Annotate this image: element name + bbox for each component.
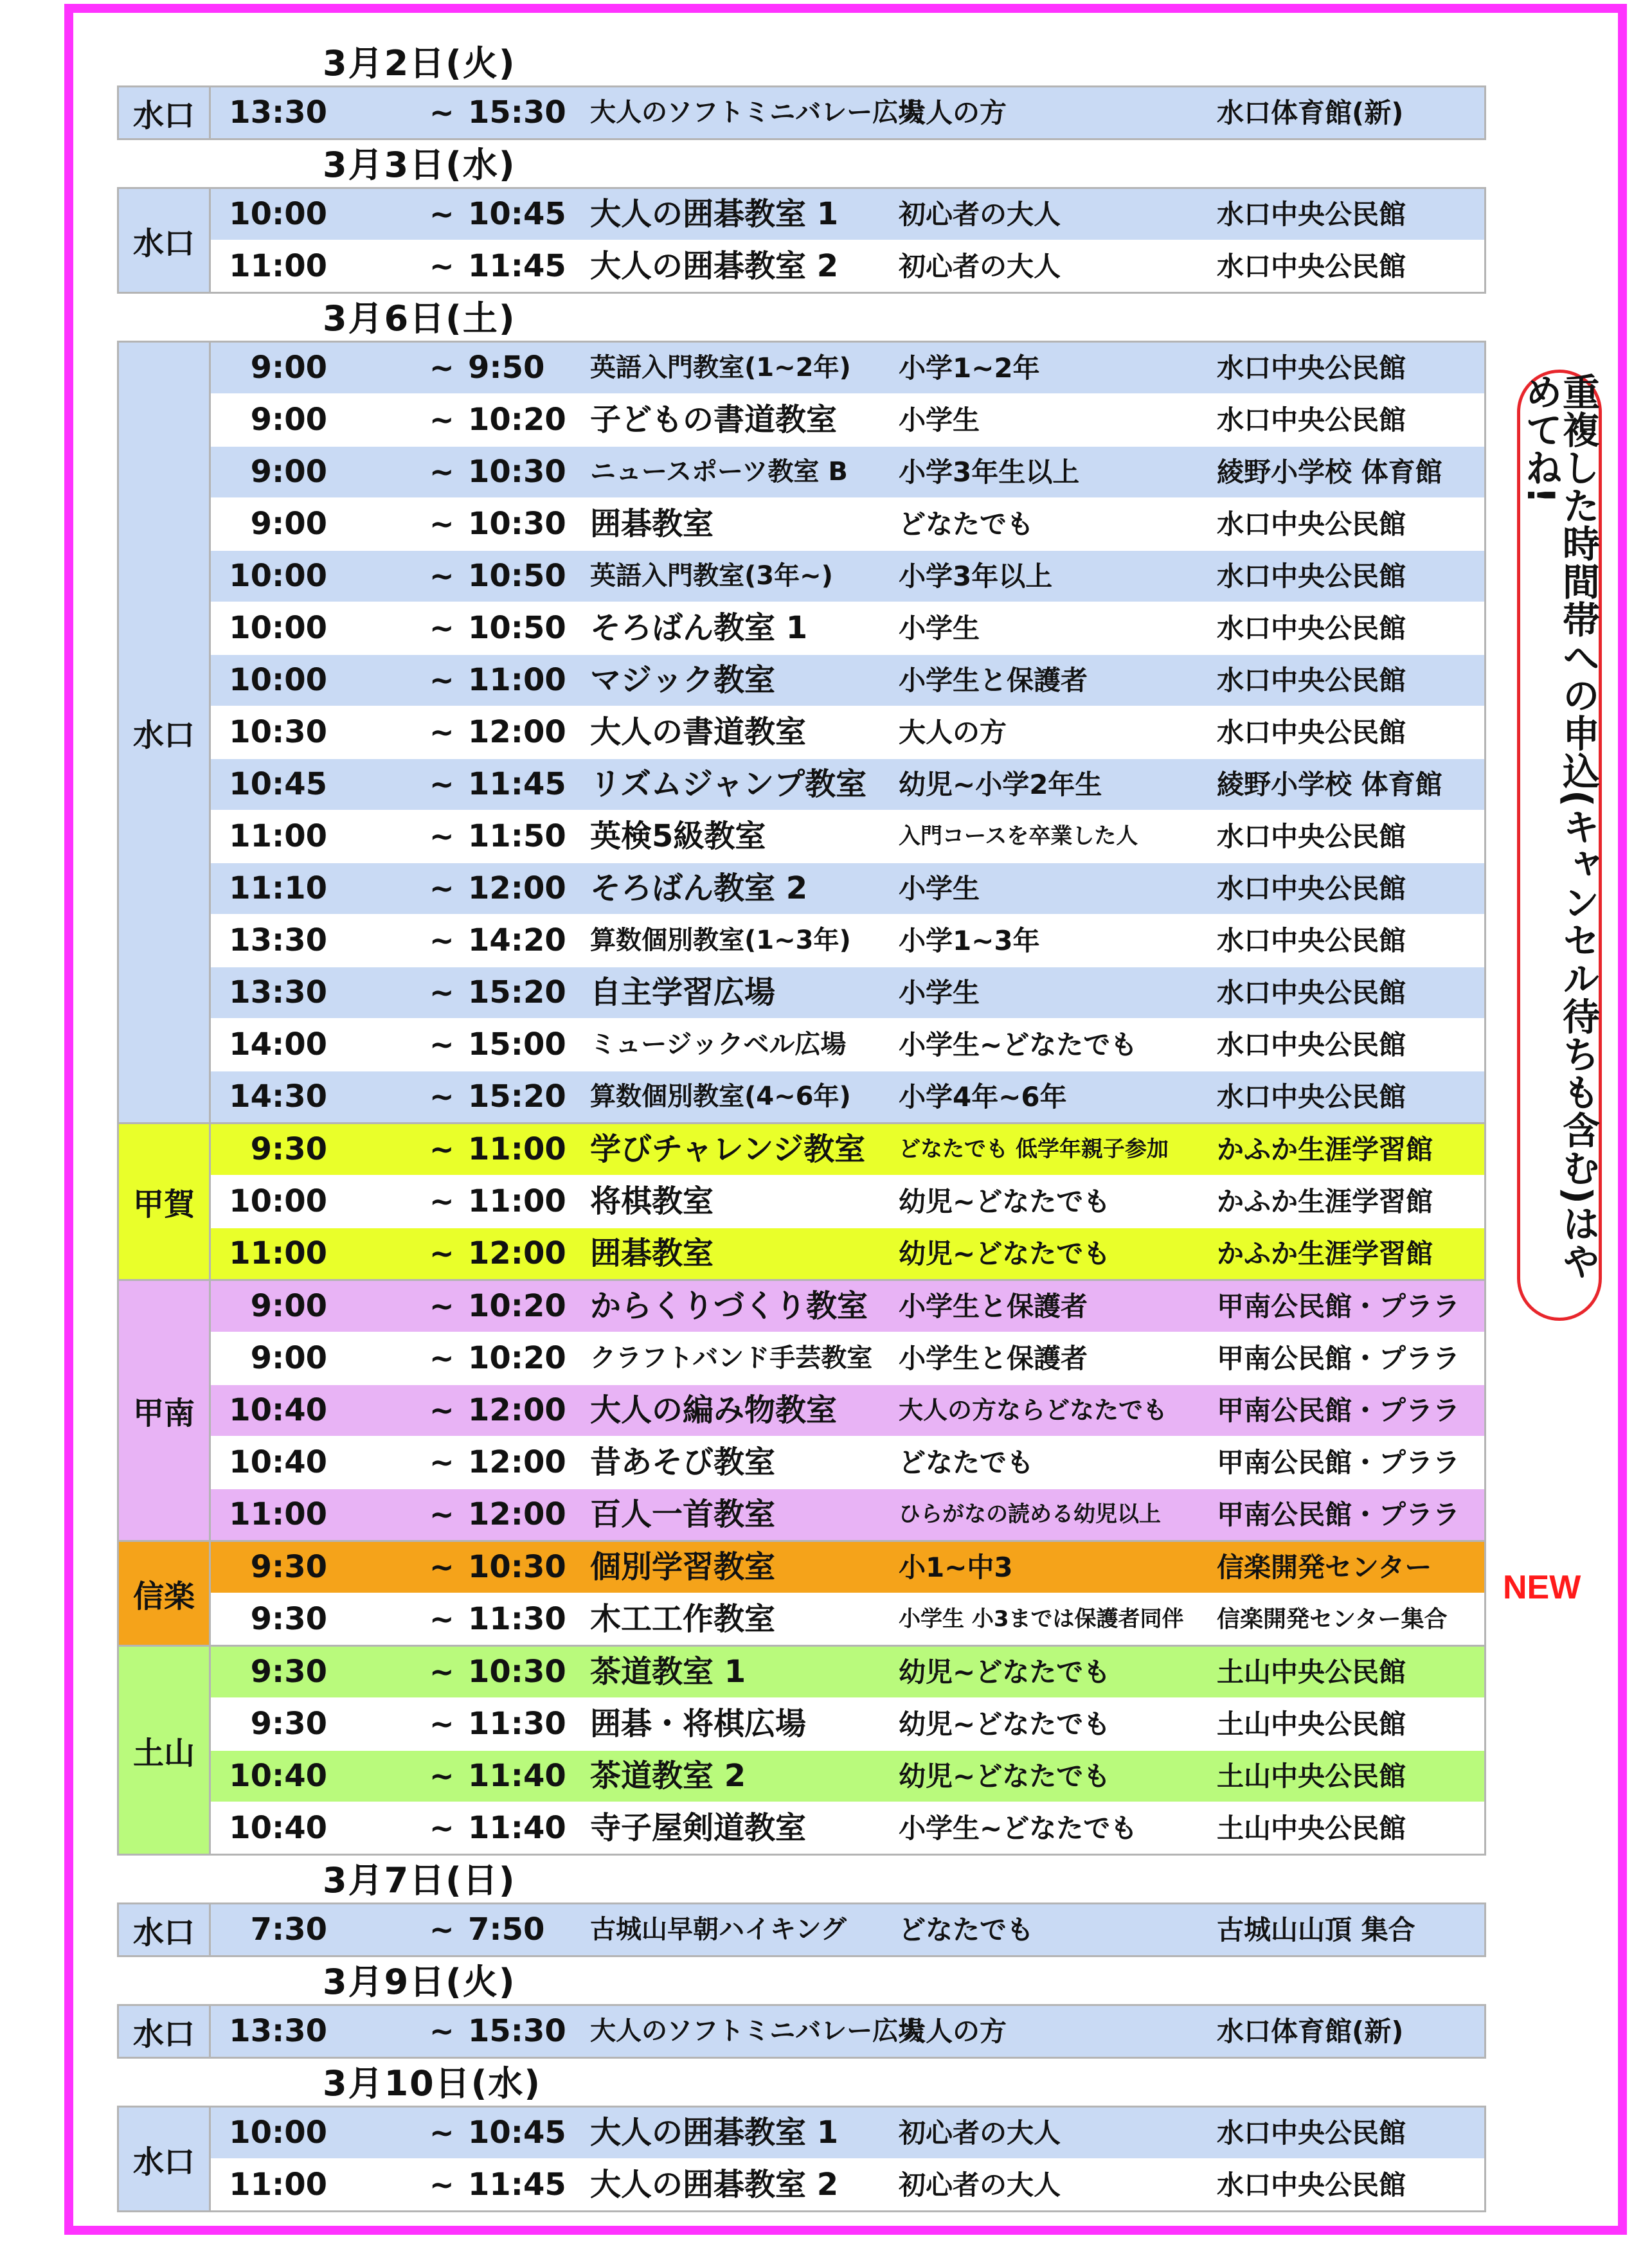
event-row — [211, 497, 1484, 550]
end-time: 12:00 — [468, 1444, 566, 1480]
end-time: 15:30 — [468, 2013, 566, 2049]
start-time: 10:00 — [229, 610, 327, 646]
end-time: 10:30 — [468, 1654, 566, 1690]
area-section — [117, 1647, 1486, 1856]
event-row — [211, 87, 1484, 138]
event-row — [211, 1124, 1484, 1175]
event-name: クラフトバンド手芸教室 — [590, 1343, 873, 1373]
event-target: 小学生と保護者 — [899, 1291, 1088, 1322]
event-venue: 水口中央公民館 — [1217, 2169, 1406, 2201]
area-section — [117, 85, 1486, 140]
event-name: 大人のソフトミニバレー広場 — [590, 98, 924, 127]
start-time: 7:30 — [250, 1911, 327, 1947]
event-row — [211, 1070, 1484, 1122]
start-time: 10:00 — [229, 662, 327, 698]
event-venue: 土山中央公民館 — [1217, 1708, 1406, 1740]
area-label: 水口 — [119, 189, 211, 292]
event-target: 大人の方 — [899, 2016, 1007, 2047]
end-time: 12:00 — [468, 870, 566, 906]
event-target: 小学生 小3までは保護者同伴 — [899, 1606, 1184, 1632]
end-time: 11:45 — [468, 2167, 566, 2203]
event-venue: 水口中央公民館 — [1217, 613, 1406, 644]
event-name: 昔あそび教室 — [590, 1444, 776, 1480]
event-target: 小学1~3年 — [899, 925, 1040, 956]
end-time: 10:45 — [468, 196, 566, 232]
start-time: 9:00 — [250, 506, 327, 542]
time-separator: ~ — [429, 1184, 454, 1219]
event-row — [211, 445, 1484, 497]
date-heading: 3月7日(日) — [323, 1860, 516, 1901]
event-venue: 水口中央公民館 — [1217, 1081, 1406, 1113]
start-time: 11:00 — [229, 248, 327, 284]
event-venue: 水口中央公民館 — [1217, 508, 1406, 540]
start-time: 10:40 — [229, 1810, 327, 1846]
event-name: 囲碁教室 — [590, 506, 714, 542]
end-time: 14:20 — [468, 922, 566, 958]
time-separator: ~ — [429, 1550, 454, 1584]
time-separator: ~ — [429, 249, 454, 283]
start-time: 13:30 — [229, 922, 327, 958]
event-row — [211, 2108, 1484, 2158]
event-target: 小学4年~6年 — [899, 1081, 1067, 1113]
event-row — [211, 343, 1484, 393]
end-time: 10:50 — [468, 558, 566, 594]
event-row — [211, 1697, 1484, 1750]
event-row — [211, 1384, 1484, 1436]
event-name: 自主学習広場 — [590, 974, 776, 1010]
start-time: 10:40 — [229, 1392, 327, 1428]
event-name: 大人の囲碁教室 2 — [590, 248, 839, 284]
area-label: 甲賀 — [119, 1124, 211, 1279]
event-name: 大人の囲碁教室 2 — [590, 2167, 839, 2203]
time-separator: ~ — [429, 197, 454, 231]
event-venue: 土山中央公民館 — [1217, 1656, 1406, 1688]
event-name: 木工工作教室 — [590, 1601, 776, 1637]
time-separator: ~ — [429, 350, 454, 385]
start-time: 13:30 — [229, 94, 327, 130]
time-separator: ~ — [429, 559, 454, 593]
start-time: 13:30 — [229, 974, 327, 1010]
start-time: 9:00 — [250, 454, 327, 490]
event-venue: かふか生涯学習館 — [1217, 1134, 1433, 1165]
end-time: 11:45 — [468, 248, 566, 284]
event-row — [211, 1750, 1484, 1802]
event-venue: 信楽開発センター — [1217, 1552, 1432, 1583]
event-venue: 甲南公民館・プララ — [1217, 1499, 1460, 1530]
area-section — [117, 1281, 1486, 1542]
event-row — [211, 862, 1484, 914]
time-separator: ~ — [429, 663, 454, 697]
time-separator: ~ — [429, 1445, 454, 1480]
event-target: 大人の方 — [899, 97, 1007, 129]
time-separator: ~ — [429, 1497, 454, 1532]
end-time: 10:50 — [468, 610, 566, 646]
end-time: 10:30 — [468, 1549, 566, 1585]
event-venue: 信楽開発センター集合 — [1217, 1606, 1448, 1633]
area-label: 水口 — [119, 1904, 211, 1955]
event-venue: 水口中央公民館 — [1217, 352, 1406, 384]
time-separator: ~ — [429, 95, 454, 130]
event-row — [211, 810, 1484, 862]
time-separator: ~ — [429, 2115, 454, 2150]
event-target: 小学生と保護者 — [899, 665, 1088, 696]
event-name: 算数個別教室(1~3年) — [590, 926, 851, 955]
event-row — [211, 758, 1484, 810]
end-time: 12:00 — [468, 714, 566, 750]
event-name: リズムジャンプ教室 — [590, 766, 867, 802]
start-time: 14:00 — [229, 1026, 327, 1062]
start-time: 9:30 — [250, 1131, 327, 1167]
area-label: 水口 — [119, 343, 211, 1122]
area-label: 水口 — [119, 2006, 211, 2057]
time-separator: ~ — [429, 1811, 454, 1845]
area-section — [117, 1124, 1486, 1281]
start-time: 9:30 — [250, 1706, 327, 1742]
event-name: 英検5級教室 — [590, 818, 766, 854]
event-target: 小学生と保護者 — [899, 1343, 1088, 1374]
event-row — [211, 550, 1484, 602]
area-section — [117, 187, 1486, 294]
date-heading: 3月3日(水) — [323, 145, 516, 185]
event-row — [211, 2006, 1484, 2057]
event-target: 幼児~どなたでも — [899, 1186, 1111, 1217]
event-name: 英語入門教室(3年~) — [590, 561, 833, 591]
time-separator: ~ — [429, 1393, 454, 1428]
start-time: 10:30 — [229, 714, 327, 750]
end-time: 10:30 — [468, 506, 566, 542]
event-name: 百人一首教室 — [590, 1496, 776, 1532]
time-separator: ~ — [429, 715, 454, 749]
event-row — [211, 1281, 1484, 1332]
end-time: 15:20 — [468, 1079, 566, 1115]
event-target: 初心者の大人 — [899, 199, 1061, 230]
event-name: 学びチャレンジ教室 — [590, 1131, 866, 1167]
event-name: 算数個別教室(4~6年) — [590, 1082, 851, 1111]
area-section — [117, 2106, 1486, 2212]
event-name: 英語入門教室(1~2年) — [590, 353, 851, 382]
event-target: 幼児~どなたでも — [899, 1656, 1111, 1688]
time-separator: ~ — [429, 402, 454, 437]
end-time: 11:50 — [468, 818, 566, 854]
event-name: 大人の編み物教室 — [590, 1392, 838, 1428]
area-label: 信楽 — [119, 1542, 211, 1645]
time-separator: ~ — [429, 975, 454, 1010]
event-name: 大人の囲碁教室 1 — [590, 2115, 839, 2151]
end-time: 11:45 — [468, 766, 566, 802]
end-time: 12:00 — [468, 1235, 566, 1271]
end-time: 10:20 — [468, 1340, 566, 1376]
event-venue: 水口中央公民館 — [1217, 821, 1406, 852]
event-venue: 水口中央公民館 — [1217, 665, 1406, 696]
event-row — [211, 966, 1484, 1018]
event-name: そろばん教室 1 — [590, 610, 808, 646]
end-time: 12:00 — [468, 1392, 566, 1428]
event-name: 古城山早朝ハイキング — [590, 1915, 847, 1944]
end-time: 11:30 — [468, 1706, 566, 1742]
area-section — [117, 1902, 1486, 1957]
event-name: 子どもの書道教室 — [590, 402, 838, 438]
event-venue: 水口中央公民館 — [1217, 717, 1406, 748]
time-separator: ~ — [429, 1289, 454, 1323]
start-time: 10:00 — [229, 196, 327, 232]
event-target: 幼児~どなたでも — [899, 1708, 1111, 1740]
event-target: 小学3年生以上 — [899, 456, 1080, 488]
start-time: 9:00 — [250, 402, 327, 438]
start-time: 11:00 — [229, 2167, 327, 2203]
time-separator: ~ — [429, 1706, 454, 1741]
event-venue: 水口中央公民館 — [1217, 977, 1406, 1008]
event-target: 幼児~どなたでも — [899, 1760, 1111, 1792]
event-venue: 水口中央公民館 — [1217, 2117, 1406, 2149]
event-row — [211, 1647, 1484, 1697]
start-time: 9:30 — [250, 1549, 327, 1585]
event-target: どなたでも — [899, 1914, 1034, 1946]
event-target: どなたでも — [899, 508, 1034, 540]
start-time: 11:00 — [229, 1496, 327, 1532]
date-heading: 3月2日(火) — [323, 43, 516, 84]
time-separator: ~ — [429, 1236, 454, 1271]
time-separator: ~ — [429, 1027, 454, 1062]
event-venue: 水口中央公民館 — [1217, 404, 1406, 436]
area-section — [117, 2004, 1486, 2059]
date-heading: 3月9日(火) — [323, 1962, 516, 2002]
event-name: 茶道教室 1 — [590, 1654, 746, 1690]
end-time: 11:40 — [468, 1810, 566, 1846]
event-venue: かふか生涯学習館 — [1217, 1238, 1433, 1269]
event-venue: 水口中央公民館 — [1217, 873, 1406, 904]
event-row — [211, 1542, 1484, 1593]
event-target: 小学生 — [899, 977, 980, 1008]
date-heading: 3月10日(水) — [323, 2063, 542, 2104]
schedule — [117, 39, 1486, 2212]
time-separator: ~ — [429, 1341, 454, 1375]
end-time: 15:30 — [468, 94, 566, 130]
event-target: 小学生 — [899, 404, 980, 436]
event-row — [211, 654, 1484, 706]
event-row — [211, 1802, 1484, 1854]
event-name: 大人のソフトミニバレー広場 — [590, 2016, 924, 2046]
area-section — [117, 341, 1486, 1124]
start-time: 10:00 — [229, 558, 327, 594]
date-heading: 3月6日(土) — [323, 298, 516, 339]
event-row — [211, 1018, 1484, 1070]
event-venue: 古城山山頂 集合 — [1217, 1914, 1415, 1946]
event-name: 大人の書道教室 — [590, 714, 807, 750]
area-section — [117, 1542, 1486, 1647]
overlap-warning-notice — [1517, 370, 1602, 1321]
time-separator: ~ — [429, 1132, 454, 1167]
event-target: 小学生~どなたでも — [899, 1813, 1138, 1844]
event-target: 小学生 — [899, 873, 980, 904]
start-time: 13:30 — [229, 2013, 327, 2049]
area-label: 水口 — [119, 2108, 211, 2210]
start-time: 14:30 — [229, 1079, 327, 1115]
event-target: どなたでも — [899, 1447, 1034, 1478]
time-separator: ~ — [429, 2014, 454, 2048]
end-time: 15:00 — [468, 1026, 566, 1062]
area-label: 水口 — [119, 87, 211, 138]
start-time: 11:10 — [229, 870, 327, 906]
start-time: 10:45 — [229, 766, 327, 802]
event-row — [211, 393, 1484, 445]
start-time: 10:00 — [229, 2115, 327, 2151]
event-name: 将棋教室 — [590, 1183, 714, 1219]
end-time: 11:40 — [468, 1758, 566, 1794]
start-time: 9:00 — [250, 1288, 327, 1324]
time-separator: ~ — [429, 1602, 454, 1636]
end-time: 12:00 — [468, 1496, 566, 1532]
end-time: 10:45 — [468, 2115, 566, 2151]
area-label: 甲南 — [119, 1281, 211, 1540]
event-target: 大人の方 — [899, 717, 1007, 748]
event-target: 幼児~どなたでも — [899, 1238, 1111, 1269]
event-row — [211, 914, 1484, 966]
event-target: 小1~中3 — [899, 1552, 1013, 1583]
time-separator: ~ — [429, 1912, 454, 1947]
event-name: 茶道教室 2 — [590, 1758, 746, 1794]
event-venue: 水口中央公民館 — [1217, 1029, 1406, 1061]
event-target: 初心者の大人 — [899, 251, 1061, 282]
event-name: 囲碁教室 — [590, 1235, 714, 1271]
end-time: 15:20 — [468, 974, 566, 1010]
event-target: 小学生~どなたでも — [899, 1029, 1138, 1061]
event-venue: かふか生涯学習館 — [1217, 1186, 1433, 1217]
event-venue: 土山中央公民館 — [1217, 1813, 1406, 1844]
event-row — [211, 189, 1484, 240]
event-row — [211, 1436, 1484, 1488]
event-name: そろばん教室 2 — [590, 870, 808, 906]
event-venue: 甲南公民館・プララ — [1217, 1343, 1460, 1374]
event-venue: 綾野小学校 体育館 — [1217, 769, 1442, 800]
time-separator: ~ — [429, 454, 454, 489]
event-target: 小学生 — [899, 613, 980, 644]
event-venue: 甲南公民館・プララ — [1217, 1395, 1460, 1426]
time-separator: ~ — [429, 871, 454, 906]
event-row — [211, 1227, 1484, 1279]
end-time: 7:50 — [468, 1911, 545, 1947]
event-target: 幼児~小学2年生 — [899, 769, 1102, 800]
event-row — [211, 706, 1484, 758]
end-time: 10:20 — [468, 402, 566, 438]
event-target: どなたでも 低学年親子参加 — [899, 1136, 1169, 1162]
event-target: ひらがなの読める幼児以上 — [899, 1501, 1161, 1527]
event-target: 小学1~2年 — [899, 352, 1040, 384]
event-venue: 甲南公民館・プララ — [1217, 1447, 1460, 1478]
event-name: 囲碁・将棋広場 — [590, 1706, 807, 1742]
end-time: 11:00 — [468, 1131, 566, 1167]
time-separator: ~ — [429, 923, 454, 958]
end-time: 11:00 — [468, 662, 566, 698]
event-name: 個別学習教室 — [590, 1549, 776, 1585]
event-venue: 水口中央公民館 — [1217, 199, 1406, 230]
start-time: 9:30 — [250, 1654, 327, 1690]
event-venue: 水口体育館(新) — [1217, 97, 1404, 129]
end-time: 11:30 — [468, 1601, 566, 1637]
event-name: 寺子屋剣道教室 — [590, 1810, 807, 1846]
event-target: 初心者の大人 — [899, 2169, 1061, 2201]
start-time: 9:00 — [250, 350, 327, 386]
event-row — [211, 1175, 1484, 1227]
event-target: 初心者の大人 — [899, 2117, 1061, 2149]
start-time: 11:00 — [229, 818, 327, 854]
event-row — [211, 1332, 1484, 1384]
start-time: 11:00 — [229, 1235, 327, 1271]
time-separator: ~ — [429, 2167, 454, 2202]
event-name: 大人の囲碁教室 1 — [590, 196, 839, 232]
event-venue: 土山中央公民館 — [1217, 1760, 1406, 1792]
time-separator: ~ — [429, 819, 454, 854]
event-venue: 水口中央公民館 — [1217, 560, 1406, 592]
area-label: 土山 — [119, 1647, 211, 1854]
event-name: からくりづくり教室 — [590, 1288, 868, 1324]
end-time: 10:20 — [468, 1288, 566, 1324]
time-separator: ~ — [429, 1759, 454, 1793]
event-target: 大人の方ならどなたでも — [899, 1396, 1168, 1424]
event-venue: 水口体育館(新) — [1217, 2016, 1404, 2047]
event-row — [211, 240, 1484, 292]
start-time: 10:40 — [229, 1444, 327, 1480]
time-separator: ~ — [429, 767, 454, 801]
end-time: 10:30 — [468, 454, 566, 490]
event-target: 入門コースを卒業した人 — [899, 823, 1138, 849]
event-venue: 甲南公民館・プララ — [1217, 1291, 1460, 1322]
time-separator: ~ — [429, 1079, 454, 1114]
start-time: 9:00 — [250, 1340, 327, 1376]
event-row — [211, 1904, 1484, 1955]
event-name: ニュースポーツ教室 B — [590, 457, 848, 487]
time-separator: ~ — [429, 1654, 454, 1689]
start-time: 9:30 — [250, 1601, 327, 1637]
event-row — [211, 1593, 1484, 1645]
event-row — [211, 602, 1484, 654]
event-row — [211, 2158, 1484, 2210]
end-time: 9:50 — [468, 350, 545, 386]
event-venue: 水口中央公民館 — [1217, 251, 1406, 282]
time-separator: ~ — [429, 611, 454, 645]
event-target: 小学3年以上 — [899, 560, 1053, 592]
event-venue: 綾野小学校 体育館 — [1217, 456, 1442, 488]
event-row — [211, 1488, 1484, 1540]
event-name: マジック教室 — [590, 662, 776, 698]
start-time: 10:00 — [229, 1183, 327, 1219]
event-name: ミュージックベル広場 — [590, 1030, 847, 1059]
end-time: 11:00 — [468, 1183, 566, 1219]
notice-text: 重複した時間帯への申込(キャンセル待ちも含む)はやめてね! — [1519, 373, 1600, 1281]
event-venue: 水口中央公民館 — [1217, 925, 1406, 956]
start-time: 10:40 — [229, 1758, 327, 1794]
time-separator: ~ — [429, 506, 454, 541]
new-badge: NEW — [1503, 1569, 1581, 1606]
